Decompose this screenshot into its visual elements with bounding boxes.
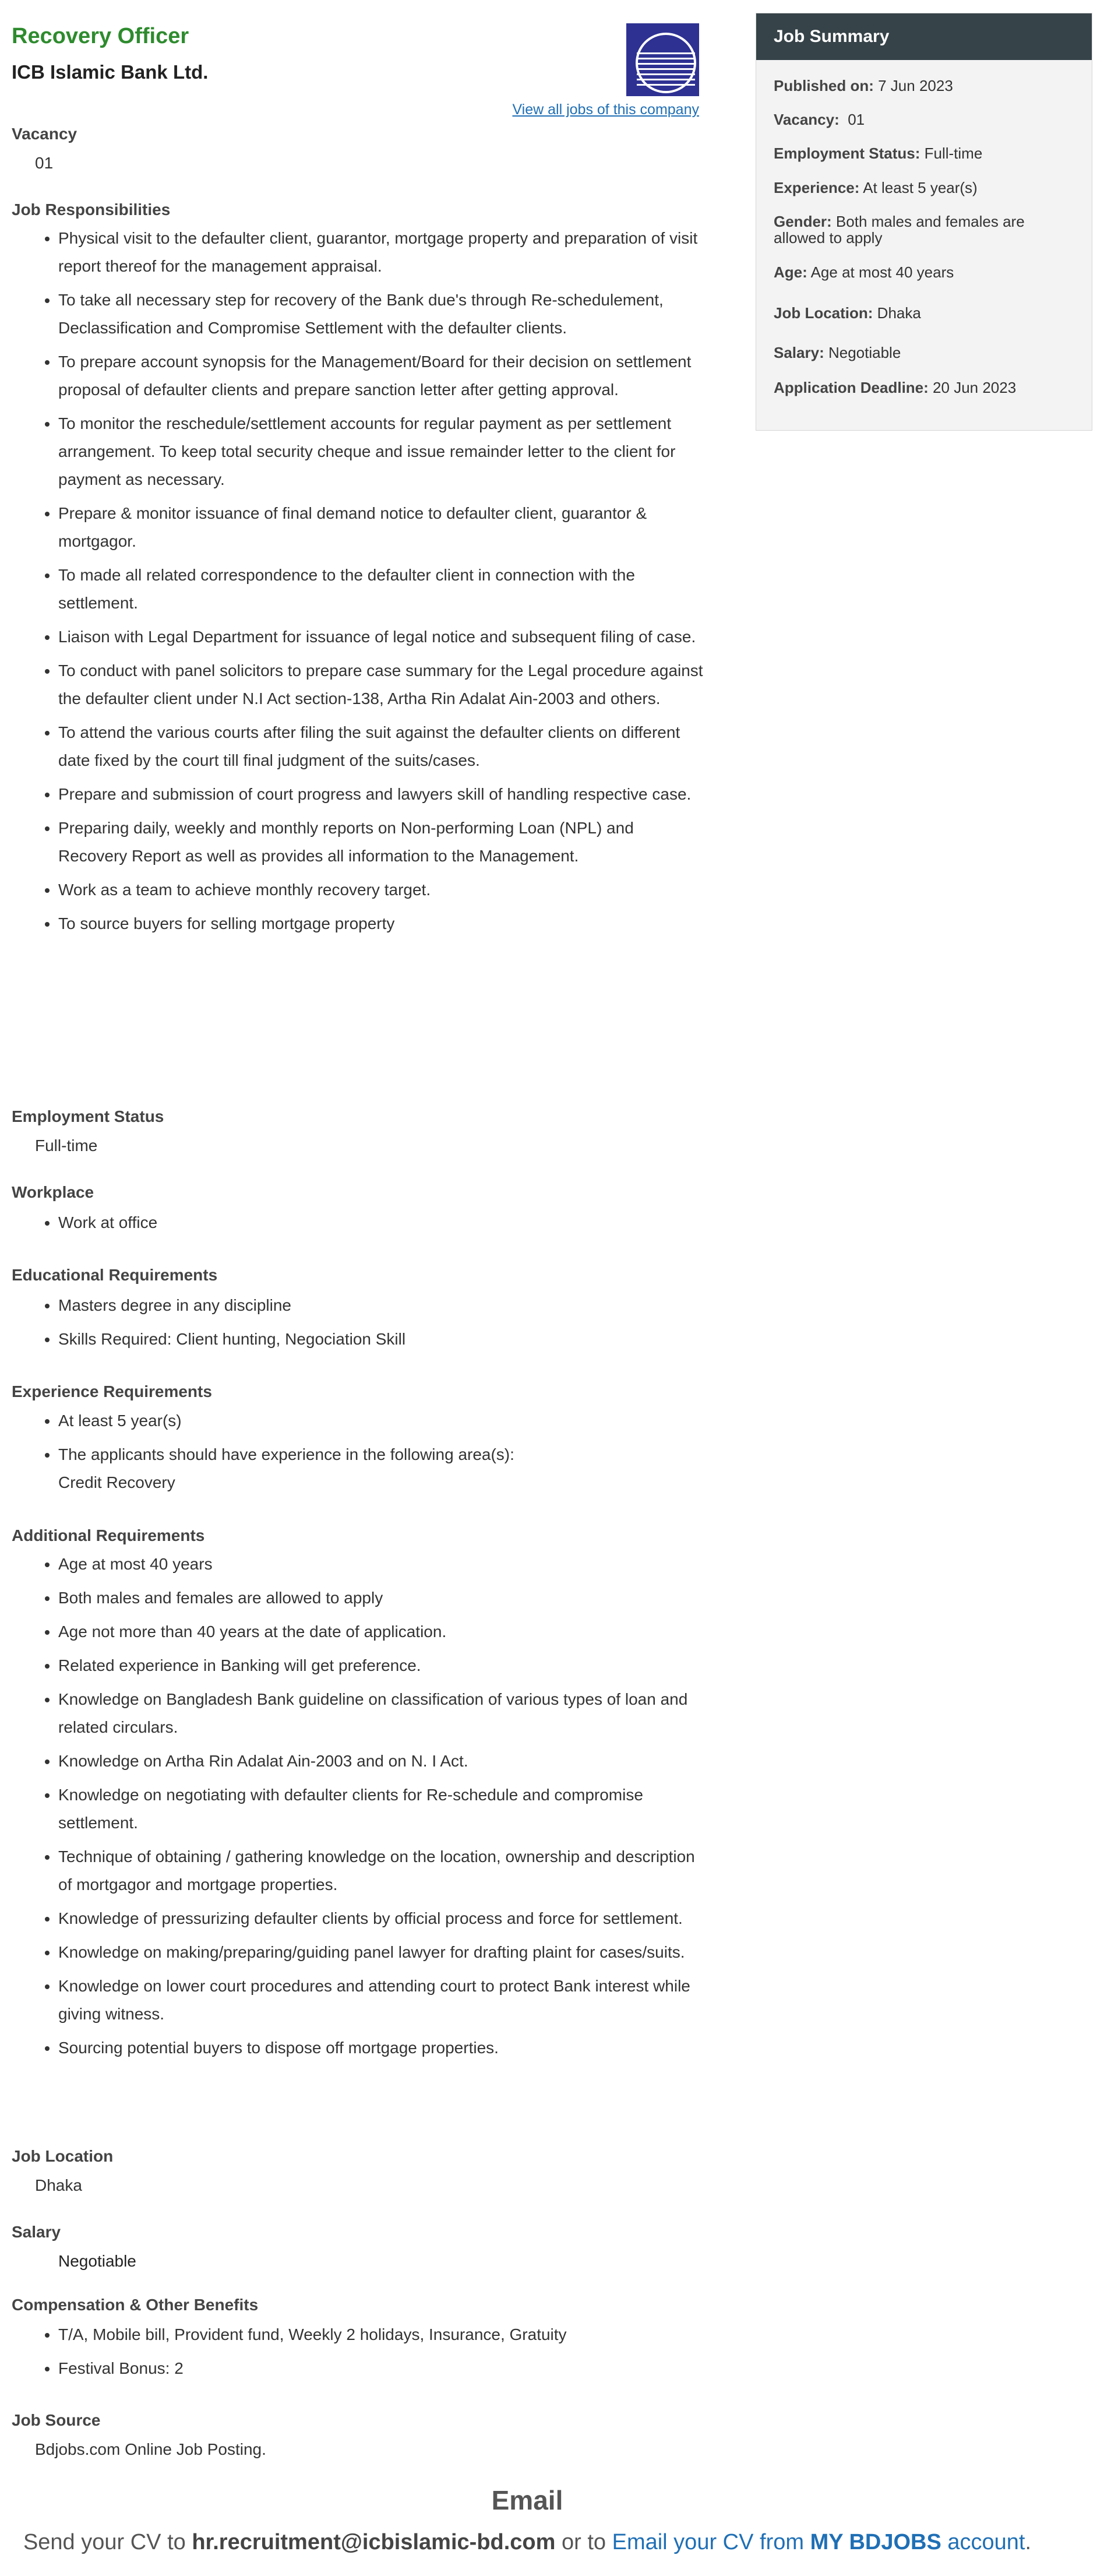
vacancy-heading: Vacancy xyxy=(12,125,77,143)
list-item: • Knowledge on lower court procedures and attending court to protect Bank interest while giving witness. xyxy=(58,1972,705,2028)
list-item: • Festival Bonus: 2 xyxy=(58,2355,705,2383)
list-item: • At least 5 year(s) xyxy=(58,1407,705,1435)
summary-published xyxy=(774,78,1077,94)
list-item: • To source buyers for selling mortgage property xyxy=(58,910,705,938)
list-item: • Prepare & monitor issuance of final demand notice to defaulter client, guarantor & mortgagor. xyxy=(58,499,705,555)
responsibilities-list xyxy=(12,224,705,944)
vacancy-value: 01 xyxy=(35,154,54,172)
list-item: • Knowledge on Bangladesh Bank guideline on classification of various types of loan and related circulars. xyxy=(58,1685,705,1741)
experience-list xyxy=(12,1407,705,1502)
summary-label: Job Location: xyxy=(774,304,873,322)
list-item: • Work at office xyxy=(58,1209,705,1237)
apply-instructions xyxy=(12,2528,1043,2556)
link-suffix: account xyxy=(947,2530,1025,2554)
list-item: • Age not more than 40 years at the date of application. xyxy=(58,1618,705,1646)
period: . xyxy=(1025,2530,1032,2554)
benefits-list xyxy=(12,2321,705,2388)
job-location-value: Dhaka xyxy=(35,2176,82,2194)
summary-value: Full-time xyxy=(924,145,983,162)
list-item: • Technique of obtaining / gathering knowledge on the location, ownership and description of mortgagor and mortgage properties. xyxy=(58,1843,705,1899)
summary-label: Vacancy: xyxy=(774,111,840,128)
list-item: • Knowledge on negotiating with defaulter clients for Re-schedule and compromise settlement. xyxy=(58,1781,705,1837)
list-item: • Skills Required: Client hunting, Negociation Skill xyxy=(58,1325,705,1353)
workplace-list xyxy=(12,1209,705,1243)
job-location-heading: Job Location xyxy=(12,2147,114,2165)
education-heading: Educational Requirements xyxy=(12,1266,218,1284)
list-item: • Prepare and submission of court progress and lawyers skill of handling respective case. xyxy=(58,780,705,808)
list-item: • Knowledge on making/preparing/guiding panel lawyer for drafting plaint for cases/suits. xyxy=(58,1938,705,1966)
list-item: • Age at most 40 years xyxy=(58,1550,705,1578)
summary-age xyxy=(774,264,1077,280)
list-item: • Sourcing potential buyers to dispose off mortgage properties. xyxy=(58,2034,705,2062)
list-item: • Related experience in Banking will get preference. xyxy=(58,1652,705,1680)
list-item: • To made all related correspondence to the defaulter client in connection with the settlement. xyxy=(58,561,705,617)
job-title: Recovery Officer xyxy=(12,24,189,48)
email-cv-link[interactable] xyxy=(612,2530,1025,2554)
employment-status-value: Full-time xyxy=(35,1136,98,1155)
summary-location xyxy=(774,305,1077,321)
list-item xyxy=(58,1441,705,1497)
summary-label: Experience: xyxy=(774,179,860,196)
or-to: or to xyxy=(562,2530,606,2554)
summary-label: Gender: xyxy=(774,213,832,230)
summary-employment-status xyxy=(774,145,1077,161)
responsibilities-heading: Job Responsibilities xyxy=(12,200,171,219)
list-item: • Both males and females are allowed to apply xyxy=(58,1584,705,1612)
summary-gender xyxy=(774,213,1077,246)
list-item: • T/A, Mobile bill, Provident fund, Weekly 2 holidays, Insurance, Gratuity xyxy=(58,2321,705,2349)
list-item: • Preparing daily, weekly and monthly reports on Non-performing Loan (NPL) and Recovery Report as well as provides all information to the Management. xyxy=(58,814,705,870)
job-summary-panel xyxy=(756,13,1092,431)
job-source-heading: Job Source xyxy=(12,2411,101,2429)
summary-salary xyxy=(774,344,1077,361)
experience-area: Credit Recovery xyxy=(58,1473,175,1491)
list-item: • Work as a team to achieve monthly recovery target. xyxy=(58,876,705,904)
list-item: • To attend the various courts after filing the suit against the defaulter clients on different date fixed by the court till final judgment of the suits/cases. xyxy=(58,719,705,775)
summary-label: Application Deadline: xyxy=(774,379,929,396)
list-item: • Knowledge of pressurizing defaulter clients by official process and force for settlement. xyxy=(58,1905,705,1933)
benefits-heading: Compensation & Other Benefits xyxy=(12,2296,259,2314)
workplace-heading: Workplace xyxy=(12,1183,94,1201)
summary-value: Negotiable xyxy=(828,344,901,361)
link-prefix: Email your CV from xyxy=(612,2530,805,2554)
list-item: • To conduct with panel solicitors to prepare case summary for the Legal procedure against the defaulter client under N.I Act section-138, Artha Rin Adalat Ain-2003 and others. xyxy=(58,657,705,713)
company-name: ICB Islamic Bank Ltd. xyxy=(12,61,209,83)
apply-section xyxy=(12,2484,1043,2556)
summary-label: Employment Status: xyxy=(774,145,920,162)
apply-title: Email xyxy=(491,2485,563,2515)
salary-value: Negotiable xyxy=(58,2252,136,2270)
list-item: • Physical visit to the defaulter client, guarantor, mortgage property and preparation of visit report thereof for the management appraisal. xyxy=(58,224,705,280)
list-item: • Knowledge on Artha Rin Adalat Ain-2003 and on N. I Act. xyxy=(58,1747,705,1775)
list-item: • To prepare account synopsis for the Management/Board for their decision on settlement proposal of defaulter clients and prepare sanction letter after getting approval. xyxy=(58,348,705,404)
summary-deadline xyxy=(774,379,1077,396)
summary-value: At least 5 year(s) xyxy=(863,179,978,196)
summary-vacancy xyxy=(774,111,1077,128)
view-all-jobs-link[interactable]: View all jobs of this company xyxy=(512,101,699,118)
experience-area-intro: The applicants should have experience in the following area(s): xyxy=(58,1445,514,1463)
list-item: • Liaison with Legal Department for issuance of legal notice and subsequent filing of case. xyxy=(58,623,705,651)
list-item: • Masters degree in any discipline xyxy=(58,1291,705,1319)
list-item: • To monitor the reschedule/settlement accounts for regular payment as per settlement arrangement. To keep total security cheque and issue remainder letter to the client for payment as necessary. xyxy=(58,410,705,494)
list-item: • To take all necessary step for recovery of the Bank due's through Re-schedulement, Declassification and Compromise Settlement with the defaulter clients. xyxy=(58,286,705,342)
summary-label: Salary: xyxy=(774,344,824,361)
job-source-value: Bdjobs.com Online Job Posting. xyxy=(35,2440,266,2458)
bank-logo-icon xyxy=(626,23,699,96)
experience-heading: Experience Requirements xyxy=(12,1382,212,1400)
link-brand: MY BDJOBS xyxy=(810,2530,941,2554)
summary-value: 01 xyxy=(848,111,865,128)
summary-label: Published on: xyxy=(774,77,874,94)
summary-value: Dhaka xyxy=(877,304,921,322)
summary-value: 20 Jun 2023 xyxy=(933,379,1017,396)
salary-heading: Salary xyxy=(12,2223,61,2241)
summary-value: 7 Jun 2023 xyxy=(878,77,953,94)
summary-experience xyxy=(774,180,1077,196)
job-summary-heading: Job Summary xyxy=(756,13,1092,60)
summary-label: Age: xyxy=(774,263,807,281)
summary-value: Age at most 40 years xyxy=(810,263,954,281)
education-list xyxy=(12,1291,705,1359)
email-address[interactable]: hr.recruitment@icbislamic-bd.com xyxy=(192,2530,556,2554)
employment-status-heading: Employment Status xyxy=(12,1107,164,1125)
send-prefix: Send your CV to xyxy=(23,2530,186,2554)
additional-heading: Additional Requirements xyxy=(12,1526,205,1544)
summary-value: Both males and females are allowed to apply xyxy=(774,213,1025,247)
additional-list xyxy=(12,1550,705,2068)
